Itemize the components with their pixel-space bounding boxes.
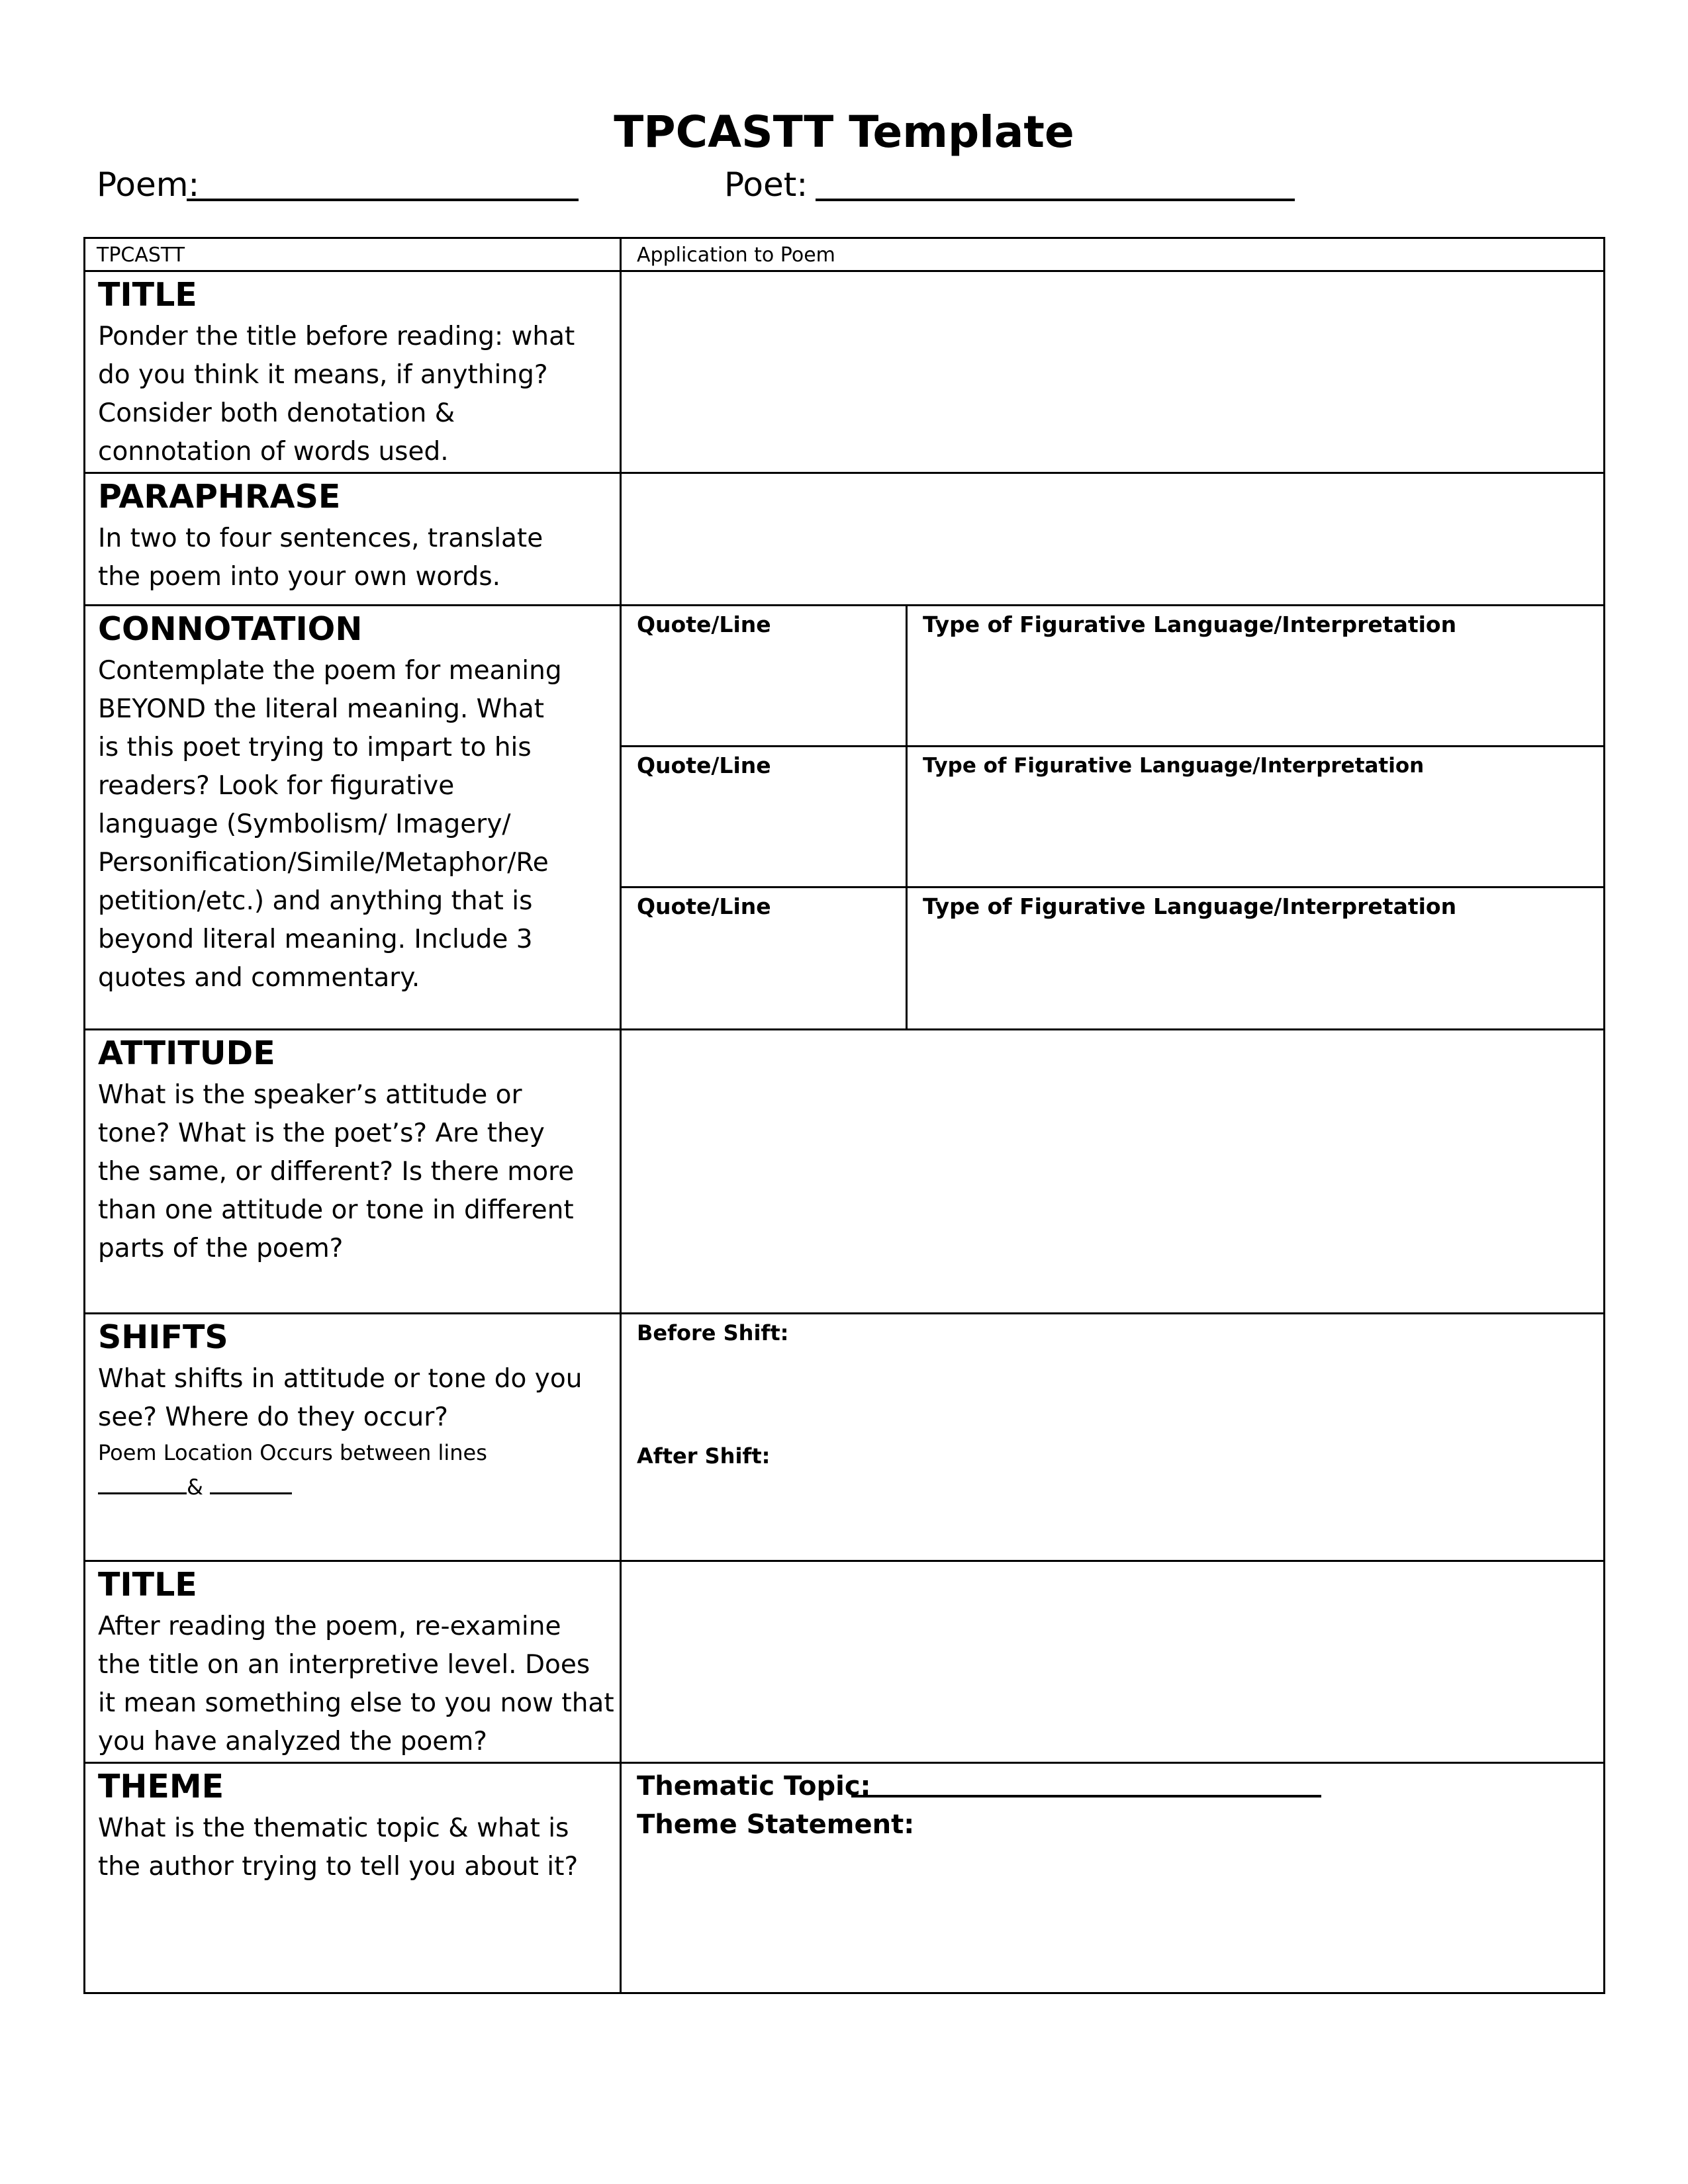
poem-label: Poem: xyxy=(97,165,200,204)
row-description: What is the thematic topic & what is xyxy=(98,1813,569,1843)
page-title: TPCASTT Template xyxy=(614,107,1074,158)
row-label-title-revisit: TITLE xyxy=(98,1566,197,1604)
row-description: What is the speaker’s attitude or xyxy=(98,1080,522,1110)
row-description: Personification/Simile/Metaphor/Re xyxy=(98,848,549,878)
ampersand: & xyxy=(187,1475,203,1500)
row-description: see? Where do they occur? xyxy=(98,1402,448,1432)
row-label-shifts: SHIFTS xyxy=(98,1318,228,1356)
row-description: In two to four sentences, translate xyxy=(98,523,543,553)
table-rule xyxy=(83,237,1605,239)
row-description: Consider both denotation & xyxy=(98,398,455,428)
row-label-title: TITLE xyxy=(98,276,197,314)
row-description: it mean something else to you now that xyxy=(98,1688,614,1718)
row-description: BEYOND the literal meaning. What xyxy=(98,694,545,724)
row-description: you have analyzed the poem? xyxy=(98,1727,487,1756)
row-description: than one attitude or tone in different xyxy=(98,1195,574,1225)
row-description: the same, or different? Is there more xyxy=(98,1157,575,1187)
before-shift-label: Before Shift: xyxy=(637,1320,789,1345)
table-rule xyxy=(83,1312,1605,1314)
table-rule xyxy=(83,604,1605,606)
row-description: parts of the poem? xyxy=(98,1234,344,1263)
quote-line-label: Quote/Line xyxy=(637,752,771,778)
row-description: After reading the poem, re-examine xyxy=(98,1612,561,1641)
row-description: language (Symbolism/ Imagery/ xyxy=(98,809,511,839)
row-description: quotes and commentary. xyxy=(98,963,420,993)
figurative-type-label: Type of Figurative Language/Interpretation xyxy=(923,612,1457,637)
table-rule xyxy=(83,1762,1605,1764)
theme-statement-label: Theme Statement: xyxy=(637,1809,915,1840)
row-description: beyond literal meaning. Include 3 xyxy=(98,925,533,954)
header-application: Application to Poem xyxy=(637,244,835,267)
table-rule xyxy=(83,237,85,1994)
row-description: Ponder the title before reading: what xyxy=(98,322,575,351)
table-rule xyxy=(1603,237,1605,1994)
header-tpcastt: TPCASTT xyxy=(97,244,185,267)
paraphrase-response-area[interactable] xyxy=(622,474,1603,604)
thematic-topic-blank[interactable] xyxy=(851,1795,1321,1797)
row-description: connotation of words used. xyxy=(98,437,449,467)
row-description: the title on an interpretive level. Does xyxy=(98,1650,590,1680)
quote-line-label: Quote/Line xyxy=(637,612,771,637)
row-label-theme: THEME xyxy=(98,1768,224,1805)
poet-label: Poet: xyxy=(724,165,808,204)
row-description: readers? Look for figurative xyxy=(98,771,455,801)
quote-line-label: Quote/Line xyxy=(637,893,771,919)
table-rule xyxy=(621,886,1605,888)
attitude-response-area[interactable] xyxy=(622,1030,1603,1312)
title-revisit-response-area[interactable] xyxy=(622,1562,1603,1762)
thematic-topic-label: Thematic Topic: xyxy=(637,1771,871,1801)
row-label-attitude: ATTITUDE xyxy=(98,1034,275,1072)
row-description: petition/etc.) and anything that is xyxy=(98,886,533,916)
row-description: do you think it means, if anything? xyxy=(98,360,548,390)
row-description: the poem into your own words. xyxy=(98,562,501,592)
figurative-type-label: Type of Figurative Language/Interpretation xyxy=(923,893,1457,919)
table-rule xyxy=(906,604,908,1029)
shift-start-line-blank[interactable] xyxy=(98,1469,187,1494)
table-rule xyxy=(83,1992,1605,1994)
row-label-connotation: CONNOTATION xyxy=(98,610,363,648)
after-shift-label: After Shift: xyxy=(637,1443,771,1469)
row-description: tone? What is the poet’s? Are they xyxy=(98,1118,545,1148)
row-description: What shifts in attitude or tone do you xyxy=(98,1364,583,1394)
shift-lines-blanks xyxy=(98,1469,292,1502)
poet-name-blank[interactable] xyxy=(816,199,1295,201)
table-rule xyxy=(621,745,1605,747)
poem-name-blank[interactable] xyxy=(187,199,579,201)
title-response-area[interactable] xyxy=(622,272,1603,472)
figurative-type-label: Type of Figurative Language/Interpretation xyxy=(923,754,1425,778)
row-description: is this poet trying to impart to his xyxy=(98,733,532,762)
row-description: the author trying to tell you about it? xyxy=(98,1852,579,1882)
row-description: Contemplate the poem for meaning xyxy=(98,656,562,686)
row-label-paraphrase: PARAPHRASE xyxy=(98,478,341,516)
shift-location-note: Poem Location Occurs between lines xyxy=(98,1440,487,1465)
shift-end-line-blank[interactable] xyxy=(210,1469,292,1494)
